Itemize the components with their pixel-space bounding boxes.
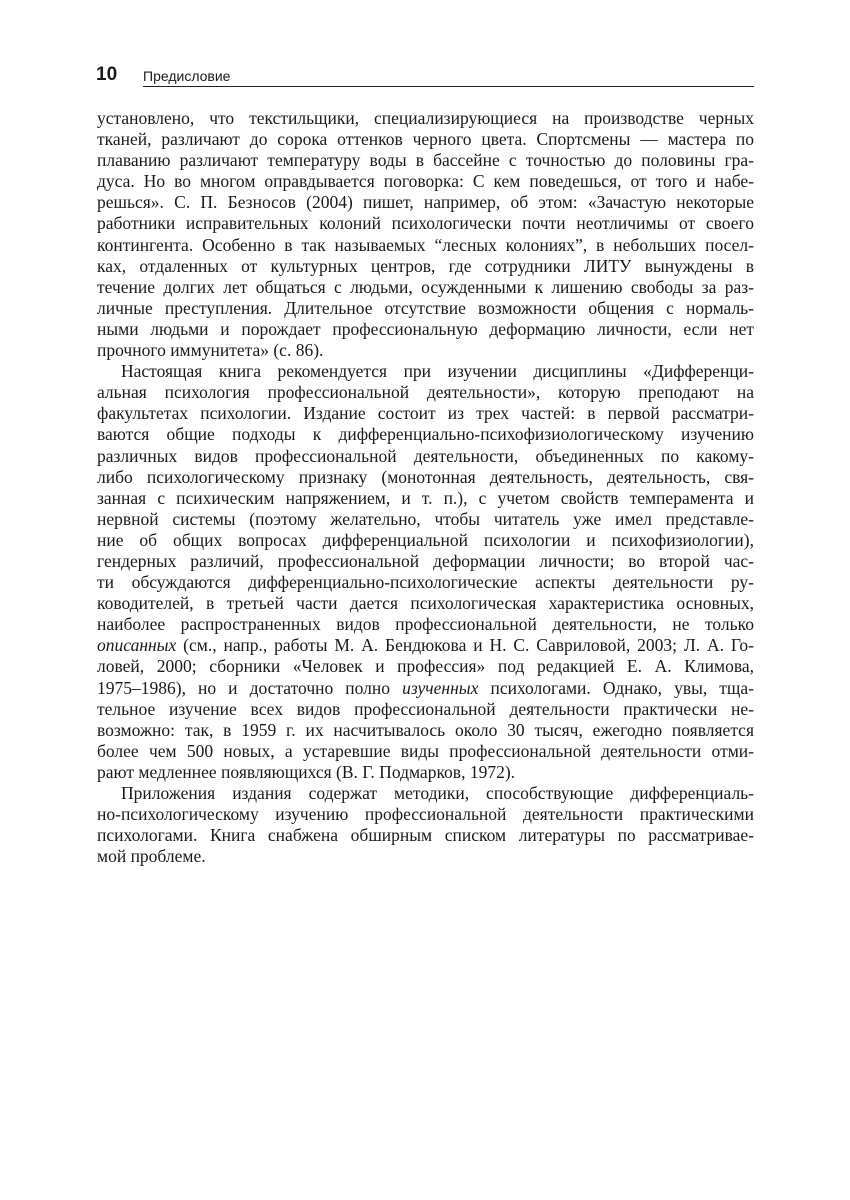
text-line: течение долгих лет общаться с людьми, осужденными к лишению свободы за раз- (97, 276, 754, 297)
text-line: ловей, 2000; сборники «Человек и профессия» под редакцией Е. А. Климова, (97, 656, 754, 677)
text-line: работники исправительных колоний психологически почти неотличимы от своего (97, 213, 754, 234)
text-line: установлено, что текстильщики, специализирующиеся на производстве черных (97, 108, 754, 128)
text-segment: психологами. Однако, увы, тща- (478, 677, 754, 698)
text-line (97, 635, 754, 656)
text-line: тканей, различают до сорока оттенков черного цвета. Спортсмены — мастера по (97, 129, 754, 150)
text-line: мой проблеме. (97, 846, 206, 867)
text-line: либо психологическому признаку (монотонная деятельность, деятельность, свя- (97, 466, 754, 487)
text-line: плаванию различают температуру воды в бассейне с точностью до половины гра- (97, 150, 754, 171)
text-line: тельное изучение всех видов профессиональной деятельности практически не- (97, 698, 754, 719)
text-line: гендерных различий, профессиональной деформации личности; во второй час- (97, 550, 754, 571)
italic-term: описанных (97, 635, 177, 656)
text-line: ваются общие подходы к дифференциально-психофизиологическому изучению (97, 424, 754, 445)
text-line: Настоящая книга рекомендуется при изучении дисциплины «Дифференци- (121, 361, 754, 382)
text-line: но-психологическому изучению профессиональной деятельности практическими (97, 804, 754, 825)
text-line: ти обсуждаются дифференциально-психологические аспекты деятельности ру- (97, 572, 754, 593)
text-line: контингента. Особенно в так называемых “лесных колониях”, в небольших посел- (97, 234, 754, 255)
text-line: ние об общих вопросах дифференциальной психологии и психофизиологии), (97, 529, 754, 550)
text-line: возможно: так, в 1959 г. их насчитывалось около 30 тысяч, ежегодно появляется (97, 719, 754, 740)
text-line: факультетах психологии. Издание состоит из трех частей: в первой рассматри- (97, 403, 754, 424)
text-line: Приложения издания содержат методики, способствующие дифференциаль- (121, 783, 754, 803)
text-line: более чем 500 новых, а устаревшие виды профессиональной деятельности отми- (97, 740, 754, 761)
text-segment: 1975–1986), но и достаточно полно (97, 677, 403, 698)
text-line: альная психология профессиональной деятельности», которую преподают на (97, 382, 754, 403)
text-line: рают медленнее появляющихся (В. Г. Подмарков, 1972). (97, 761, 516, 782)
text-line: различных видов профессиональной деятельности, объединенных по какому- (97, 445, 754, 466)
text-line: прочного иммунитета» (с. 86). (97, 340, 324, 361)
text-line: нервной системы (поэтому желательно, чтобы читатель уже имел представле- (97, 508, 754, 529)
page-number: 10 (96, 64, 118, 85)
text-line: личные преступления. Длительное отсутствие возможности общения с нормаль- (97, 297, 754, 318)
section-title: Предисловие (143, 68, 231, 84)
text-line: наиболее распространенных видов профессиональной деятельности, не только (97, 614, 754, 635)
text-segment: (см., напр., работы М. А. Бендюкова и Н. С. Савриловой, 2003; Л. А. Го- (176, 635, 754, 656)
text-line: ках, отдаленных от культурных центров, где сотрудники ЛИТУ вынуждены в (97, 255, 754, 276)
text-line: психологами. Книга снабжена обширным списком литературы по рассматривае- (97, 825, 754, 846)
text-line: занная с психическим напряжением, и т. п.), с учетом свойств темперамента и (97, 487, 754, 508)
text-line: решься». С. П. Безносов (2004) пишет, например, об этом: «Зачастую некоторые (97, 192, 754, 213)
text-line: ководителей, в третьей части дается психологическая характеристика основных, (97, 593, 754, 614)
header-rule (143, 86, 754, 87)
text-line: дуса. Но во многом оправдывается поговорка: С кем поведешься, от того и набе- (97, 171, 754, 192)
italic-term: изученных (402, 677, 479, 698)
body-text (97, 108, 754, 867)
text-line (97, 678, 754, 699)
text-line: ными людьми и порождает профессиональную деформацию личности, если нет (97, 318, 754, 339)
